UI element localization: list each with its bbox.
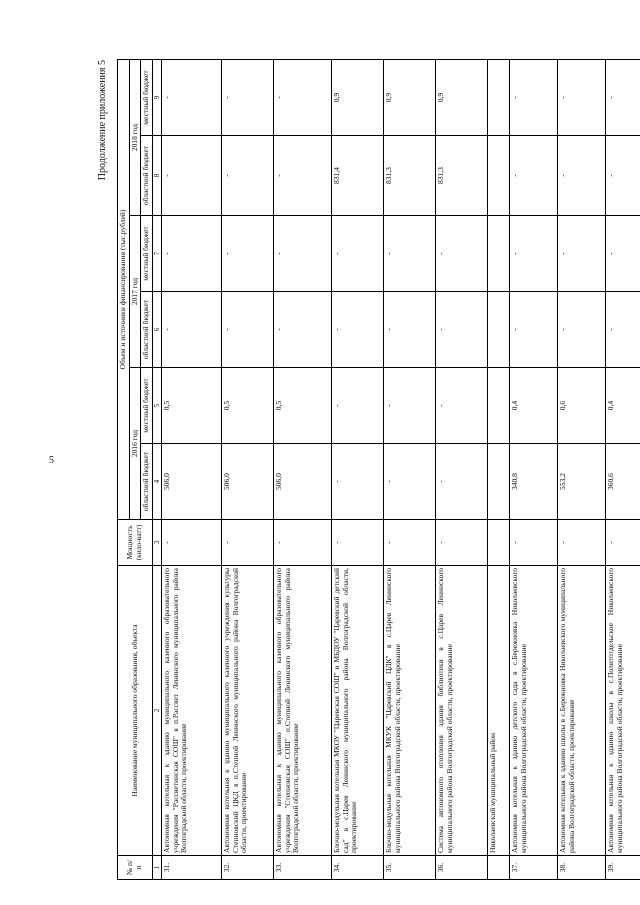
header-year-2018: 2018 год — [129, 60, 141, 216]
column-number: 3 — [152, 520, 161, 566]
local-2017-cell: - — [435, 216, 487, 292]
header-regional-2018: областной бюджет — [141, 136, 153, 216]
local-2018-cell: 0,9 — [383, 60, 435, 136]
local-2016-cell: - — [331, 368, 383, 444]
header-year-2017: 2017 год — [129, 216, 141, 368]
object-name: Автономная котельная к зданию школы в с.Бережновка Николаевского муниципального района Волгоградской области, проектирование — [557, 566, 605, 856]
row-number: 35. — [383, 856, 435, 880]
table-row — [509, 60, 557, 880]
object-name: Блочно-модульная котельная МКОУ "Царевская СОШ" и МБДОУ "Царевский детский сад" в с.Царев Ленинского муниципального района Волгоградской области, проектирование — [331, 566, 383, 856]
power-cell: - — [557, 520, 605, 566]
rotated-table-page — [61, 60, 624, 880]
column-number: 7 — [152, 216, 161, 292]
local-2016-cell: 0,4 — [605, 368, 640, 444]
local-2017-cell: - — [509, 216, 557, 292]
row-number: 34. — [331, 856, 383, 880]
object-name: Автономная котельная к зданию муниципального казенного образовательного учреждения "Рассветинская СОШ" в п.Рассвет Ленинского муниципального района Волгоградской области, проектирование — [161, 566, 221, 856]
local-2016-cell: - — [435, 368, 487, 444]
regional-2017-cell: - — [509, 292, 557, 368]
table-row — [273, 60, 331, 880]
regional-2016-cell: 360,6 — [605, 444, 640, 520]
local-2016-cell: 0,5 — [273, 368, 331, 444]
header-local-2018: местный бюджет — [141, 60, 153, 136]
object-name: Блочно-модульная котельная МКУК "Царевский ЦДК" в с.Царев Ленинского муниципального района Волгоградской области, проектирование — [383, 566, 435, 856]
object-name: Автономная котельная к зданию муниципального казенного учреждения культуры Степновский ЦКД в п.Степной Ленинского муниципального района Волгоградской области, проектирование — [221, 566, 273, 856]
power-cell: - — [221, 520, 273, 566]
header-regional-2017: областной бюджет — [141, 292, 153, 368]
column-number: 6 — [152, 292, 161, 368]
local-2018-cell: 0,9 — [331, 60, 383, 136]
header-local-2017: местный бюджет — [141, 216, 153, 292]
regional-2017-cell: - — [273, 292, 331, 368]
regional-2018-cell: 831,4 — [331, 136, 383, 216]
local-2017-cell: - — [161, 216, 221, 292]
regional-2016-cell: - — [435, 444, 487, 520]
local-2018-cell: - — [509, 60, 557, 136]
header-power: Мощность (кило-ватт) — [118, 520, 153, 566]
row-number: 38. — [557, 856, 605, 880]
page-number: 5 — [49, 455, 54, 466]
regional-2017-cell: - — [605, 292, 640, 368]
regional-2018-cell: - — [221, 136, 273, 216]
local-2016-cell: 0,6 — [557, 368, 605, 444]
regional-2017-cell: - — [435, 292, 487, 368]
power-cell: - — [383, 520, 435, 566]
regional-2017-cell: - — [161, 292, 221, 368]
object-name: Автономная котельная к зданию муниципального казенного образовательного учреждения "Степновская СОШ" п.Степной Ленинского муниципального района Волгоградской области, проектирование — [273, 566, 331, 856]
table-row — [435, 60, 487, 880]
local-2016-cell: 0,4 — [509, 368, 557, 444]
header-regional-2016: областной бюджет — [141, 444, 153, 520]
regional-2016-cell: - — [331, 444, 383, 520]
local-2018-cell: 0,9 — [435, 60, 487, 136]
table-row — [331, 60, 383, 880]
local-2018-cell: - — [161, 60, 221, 136]
header-num: № п/п — [118, 856, 153, 880]
local-2017-cell: - — [273, 216, 331, 292]
local-2017-cell: - — [331, 216, 383, 292]
local-2018-cell: - — [605, 60, 640, 136]
regional-2017-cell: - — [221, 292, 273, 368]
local-2018-cell: - — [273, 60, 331, 136]
local-2017-cell: - — [557, 216, 605, 292]
regional-2017-cell: - — [331, 292, 383, 368]
section-row — [487, 60, 509, 880]
local-2016-cell: - — [383, 368, 435, 444]
column-number: 5 — [152, 368, 161, 444]
local-2017-cell: - — [221, 216, 273, 292]
power-cell: - — [509, 520, 557, 566]
object-name: Автономная котельная к зданию детского сада в с.Бережновка Николаевского муниципального района Волгоградской области, проектирование — [509, 566, 557, 856]
header-funding: Объем и источники финансирования (тыс.рублей) — [118, 60, 130, 520]
object-name: Система автономного отопления здания библиотеки в с.Царев Ленинского муниципального района Волгоградской области, проектирование — [435, 566, 487, 856]
column-number: 4 — [152, 444, 161, 520]
row-number: 32. — [221, 856, 273, 880]
regional-2018-cell: - — [273, 136, 331, 216]
regional-2016-cell: 340,8 — [509, 444, 557, 520]
row-number: 31. — [161, 856, 221, 880]
row-number: 39. — [605, 856, 640, 880]
regional-2018-cell: 831,3 — [383, 136, 435, 216]
local-2017-cell: - — [383, 216, 435, 292]
local-2017-cell: - — [605, 216, 640, 292]
table-body — [161, 60, 640, 880]
power-cell: - — [273, 520, 331, 566]
regional-2016-cell: 553,2 — [557, 444, 605, 520]
regional-2016-cell: 506,0 — [221, 444, 273, 520]
header-name: Наименование муниципального образования, объекта — [118, 566, 153, 856]
power-cell: - — [605, 520, 640, 566]
column-number: 1 — [152, 856, 161, 880]
table-row — [221, 60, 273, 880]
column-numbers-row — [152, 60, 161, 880]
regional-2018-cell: - — [557, 136, 605, 216]
row-number: 36. — [435, 856, 487, 880]
column-number: 9 — [152, 60, 161, 136]
power-cell: - — [161, 520, 221, 566]
column-number: 8 — [152, 136, 161, 216]
table-row — [383, 60, 435, 880]
header-local-2016: местный бюджет — [141, 368, 153, 444]
row-number: 33. — [273, 856, 331, 880]
column-number: 2 — [152, 566, 161, 856]
regional-2018-cell: 831,3 — [435, 136, 487, 216]
local-2016-cell: 0,5 — [221, 368, 273, 444]
table-row — [161, 60, 221, 880]
regional-2017-cell: - — [557, 292, 605, 368]
local-2018-cell: - — [221, 60, 273, 136]
section-title: Николаевский муниципальный район — [487, 566, 509, 856]
regional-2016-cell: - — [383, 444, 435, 520]
power-cell: - — [435, 520, 487, 566]
object-name: Автономная котельная к зданию школы в с.Политотдельское Николаевского муниципального района Волгоградской области, проектирование — [605, 566, 640, 856]
local-2016-cell: 0,5 — [161, 368, 221, 444]
regional-2016-cell: 506,0 — [161, 444, 221, 520]
regional-2018-cell: - — [509, 136, 557, 216]
funding-table — [117, 59, 640, 880]
regional-2018-cell: - — [605, 136, 640, 216]
regional-2016-cell: 506,0 — [273, 444, 331, 520]
appendix-caption: Продолжение приложения 5 — [97, 60, 108, 181]
regional-2017-cell: - — [383, 292, 435, 368]
table-row — [557, 60, 605, 880]
regional-2018-cell: - — [161, 136, 221, 216]
power-cell: - — [331, 520, 383, 566]
header-year-2016: 2016 год — [129, 368, 141, 520]
row-number: 37. — [509, 856, 557, 880]
local-2018-cell: - — [557, 60, 605, 136]
table-row — [605, 60, 640, 880]
